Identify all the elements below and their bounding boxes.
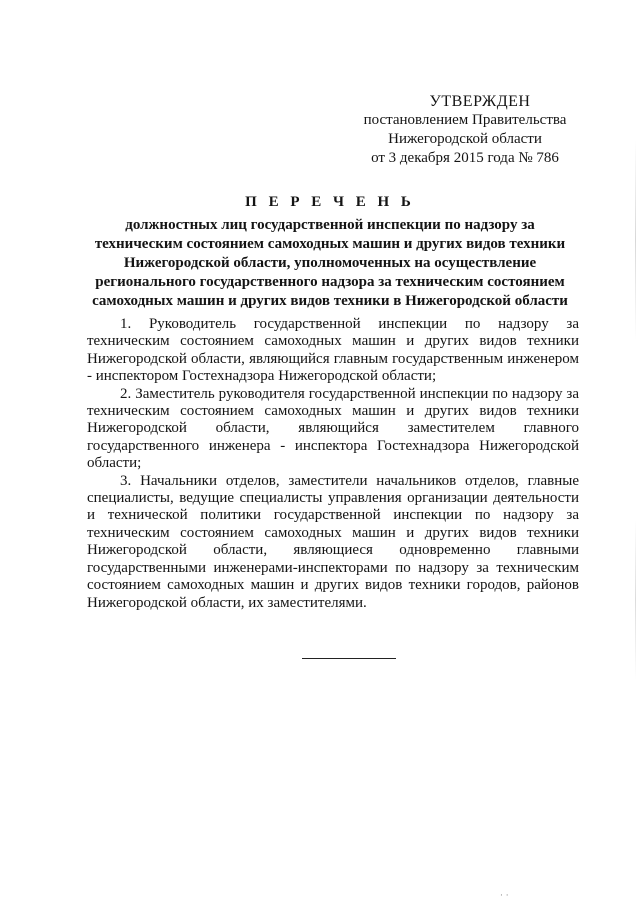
title-line: должностных лиц государственной инспекции по надзору за xyxy=(125,217,535,233)
document-title: П Е Р Е Ч Е Н Ь xyxy=(245,194,415,210)
title-line: техническим состоянием самоходных машин и других видов техники xyxy=(94,236,566,252)
list-item: 3. Начальники отделов, заместители начальников отделов, главные специалисты, ведущие специалисты управления организации деятельности и технической политики государственной инспекции по надзору за техническим состоянием самоходных машин и других видов техники Нижегородской области, являющиеся одновременно главными государственными инженерами-инспекторами по надзору за техническим состоянием самоходных машин и других видов техники городов, районов Нижегородской области, их заместителями. xyxy=(87,472,579,611)
scan-artifact-dots: · · xyxy=(500,891,509,901)
approval-heading: УТВЕРЖДЕН xyxy=(429,93,531,110)
document-body xyxy=(87,316,579,612)
list-item: 1. Руководитель государственной инспекции по надзору за техническим состоянием самоходных машин и других видов техники Нижегородской области, являющийся главным государственным инженером - инспектором Гостехнадзора Нижегородской области; xyxy=(87,316,579,385)
approval-line-decree: постановлением Правительства xyxy=(363,112,567,128)
title-line: регионального государственного надзора за техническим состоянием xyxy=(95,274,565,290)
approval-stamp xyxy=(360,92,570,168)
scan-edge-mark xyxy=(635,140,636,340)
approval-line-region: Нижегородской области xyxy=(388,131,542,147)
title-line: самоходных машин и других видов техники в Нижегородской области xyxy=(92,293,568,309)
list-item: 2. Заместитель руководителя государственной инспекции по надзору за техническим состоянием самоходных машин и других видов техники Нижегородской области, являющийся заместителем главного государственного инженера - инспектора Гостехнадзора Нижегородской области; xyxy=(87,385,579,472)
document-title-block xyxy=(80,194,580,311)
title-line: Нижегородской области, уполномоченных на осуществление xyxy=(123,255,537,271)
end-divider-line xyxy=(302,658,396,659)
approval-line-date: от 3 декабря 2015 года № 786 xyxy=(371,150,559,166)
scan-edge-mark xyxy=(635,520,636,680)
